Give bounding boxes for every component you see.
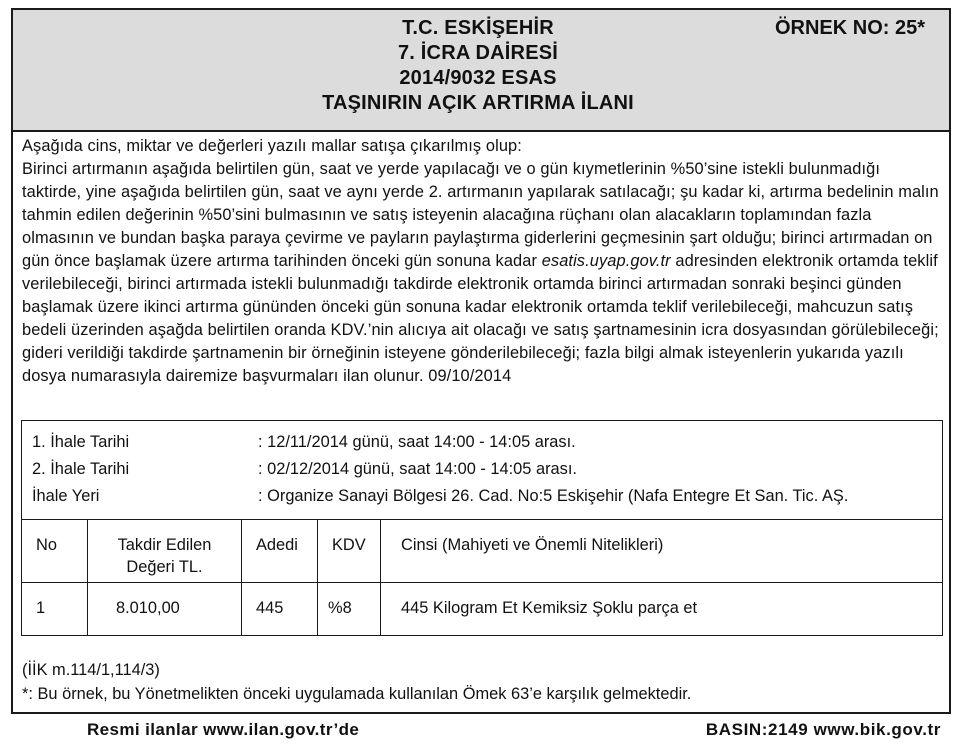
notes xyxy=(22,658,942,706)
ihale-value: : 12/11/2014 günü, saat 14:00 - 14:05 arası. xyxy=(258,433,576,451)
ornek-no: ÖRNEK NO: 25* xyxy=(774,17,925,39)
note-footnote: *: Bu örnek, bu Yönetmelikten önceki uygulamada kullanılan Ömek 63’e karşılık gelmektedir. xyxy=(22,685,692,703)
takdir-line-1: Takdir Edilen xyxy=(117,536,212,554)
ihale-value: : Organize Sanayi Bölgesi 26. Cad. No:5 Eskişehir (Nafa Entegre Et San. Tic. AŞ. xyxy=(258,487,849,505)
cell-kdv: %8 xyxy=(318,583,381,636)
header-title-line-4: TAŞINIRIN AÇIK ARTIRMA İLANI xyxy=(322,92,634,114)
footer-left: Resmi ilanlar www.ilan.gov.tr’de xyxy=(87,720,360,739)
cell-adedi: 445 xyxy=(242,583,318,636)
ihale-row-2 xyxy=(32,456,937,483)
ihale-row-3 xyxy=(32,483,937,510)
header-cell-cinsi: Cinsi (Mahiyeti ve Önemli Nitelikleri) xyxy=(381,520,943,583)
ihale-label: İhale Yeri xyxy=(32,487,100,505)
header-cell-takdir xyxy=(88,520,242,583)
ihale-row-1 xyxy=(32,429,937,456)
intro-text: Aşağıda cins, miktar ve değerleri yazılı mallar satışa çıkarılmış olup: xyxy=(22,137,522,155)
footer-right: BASIN:2149 www.bik.gov.tr xyxy=(705,720,941,739)
website-link[interactable]: esatis.uyap.gov.tr xyxy=(541,252,671,270)
header-title-line-3: 2014/9032 ESAS xyxy=(399,67,557,89)
cell-cinsi: 445 Kilogram Et Kemiksiz Şoklu parça et xyxy=(381,583,943,636)
header-cell-kdv: KDV xyxy=(318,520,381,583)
header-cell-no: No xyxy=(22,520,88,583)
ihale-value: : 02/12/2014 günü, saat 14:00 - 14:05 arası. xyxy=(258,460,577,478)
cell-deger: 8.010,00 xyxy=(88,583,242,636)
note-iik: (İİK m.114/1,114/3) xyxy=(22,661,160,679)
paragraph-part-2: adresinden elektronik ortamda teklif verilebileceği, birinci artırmada istekli bulunmadığı takdirde elektronik ortamda birinci artırmadan sonraki beşinci günden başlamak üzere ikinci artırma gününden önceki gün sonuna kadar elektronik ortamda teklif verilebileceği, mahcuzun satış bedeli üzerinden aşağda belirtilen oranda KDV.’nin alıcıya ait olacağı ve satış şartnamesinin icra dosyasından görülebileceği; gideri verildiği takdirde şartnamenin bir örneğinin isteyene gönderilebileceği; fazla bilgi almak isteyenlerin yukarıda yazılı dosya numarasıyla dairemize başvurmaları ilan olunur. 09/10/2014 xyxy=(22,252,939,385)
table-row xyxy=(22,583,943,636)
header-title-line-2: 7. İCRA DAİRESİ xyxy=(397,42,559,64)
ihale-box xyxy=(21,420,943,636)
ilan-frame xyxy=(11,8,951,714)
table-header-row xyxy=(22,520,943,583)
ihale-info xyxy=(32,429,937,510)
ilan-header xyxy=(13,10,949,132)
ilan-body xyxy=(22,135,942,388)
takdir-line-2: Değeri TL. xyxy=(126,558,203,576)
ihale-label: 1. İhale Tarihi xyxy=(32,433,130,451)
paragraph-part-1: Birinci artırmanın aşağıda belirtilen gün, saat ve yerde yapılacağı ve o gün kıymetlerinin %50’sine istekli bulunmadığı taktirde, yine aşağıda belirtilen gün, saat ve aynı yerde 2. artırmanın yapılarak satılacağı; şu kadar ki, artırma bedelinin malın tahmin edilen değerinin %50’sini bulmasının ve satış isteyenin alacağına rüçhanı olan alacakların toplamından fazla olmasının ve bundan başka paraya çevirme ve payların paylaştırma giderlerini geçmesinin şart olduğu; birinci artırmadan on gün önce başlamak üzere artırma tarihinden önceki gün sonuna kadar xyxy=(22,160,939,270)
header-title-line-1: T.C. ESKİŞEHİR xyxy=(402,17,554,39)
main-paragraph xyxy=(22,158,942,388)
page-footer xyxy=(11,716,951,744)
ihale-label: 2. İhale Tarihi xyxy=(32,460,130,478)
cell-no: 1 xyxy=(22,583,88,636)
items-table xyxy=(21,519,943,636)
header-cell-adedi: Adedi xyxy=(242,520,318,583)
